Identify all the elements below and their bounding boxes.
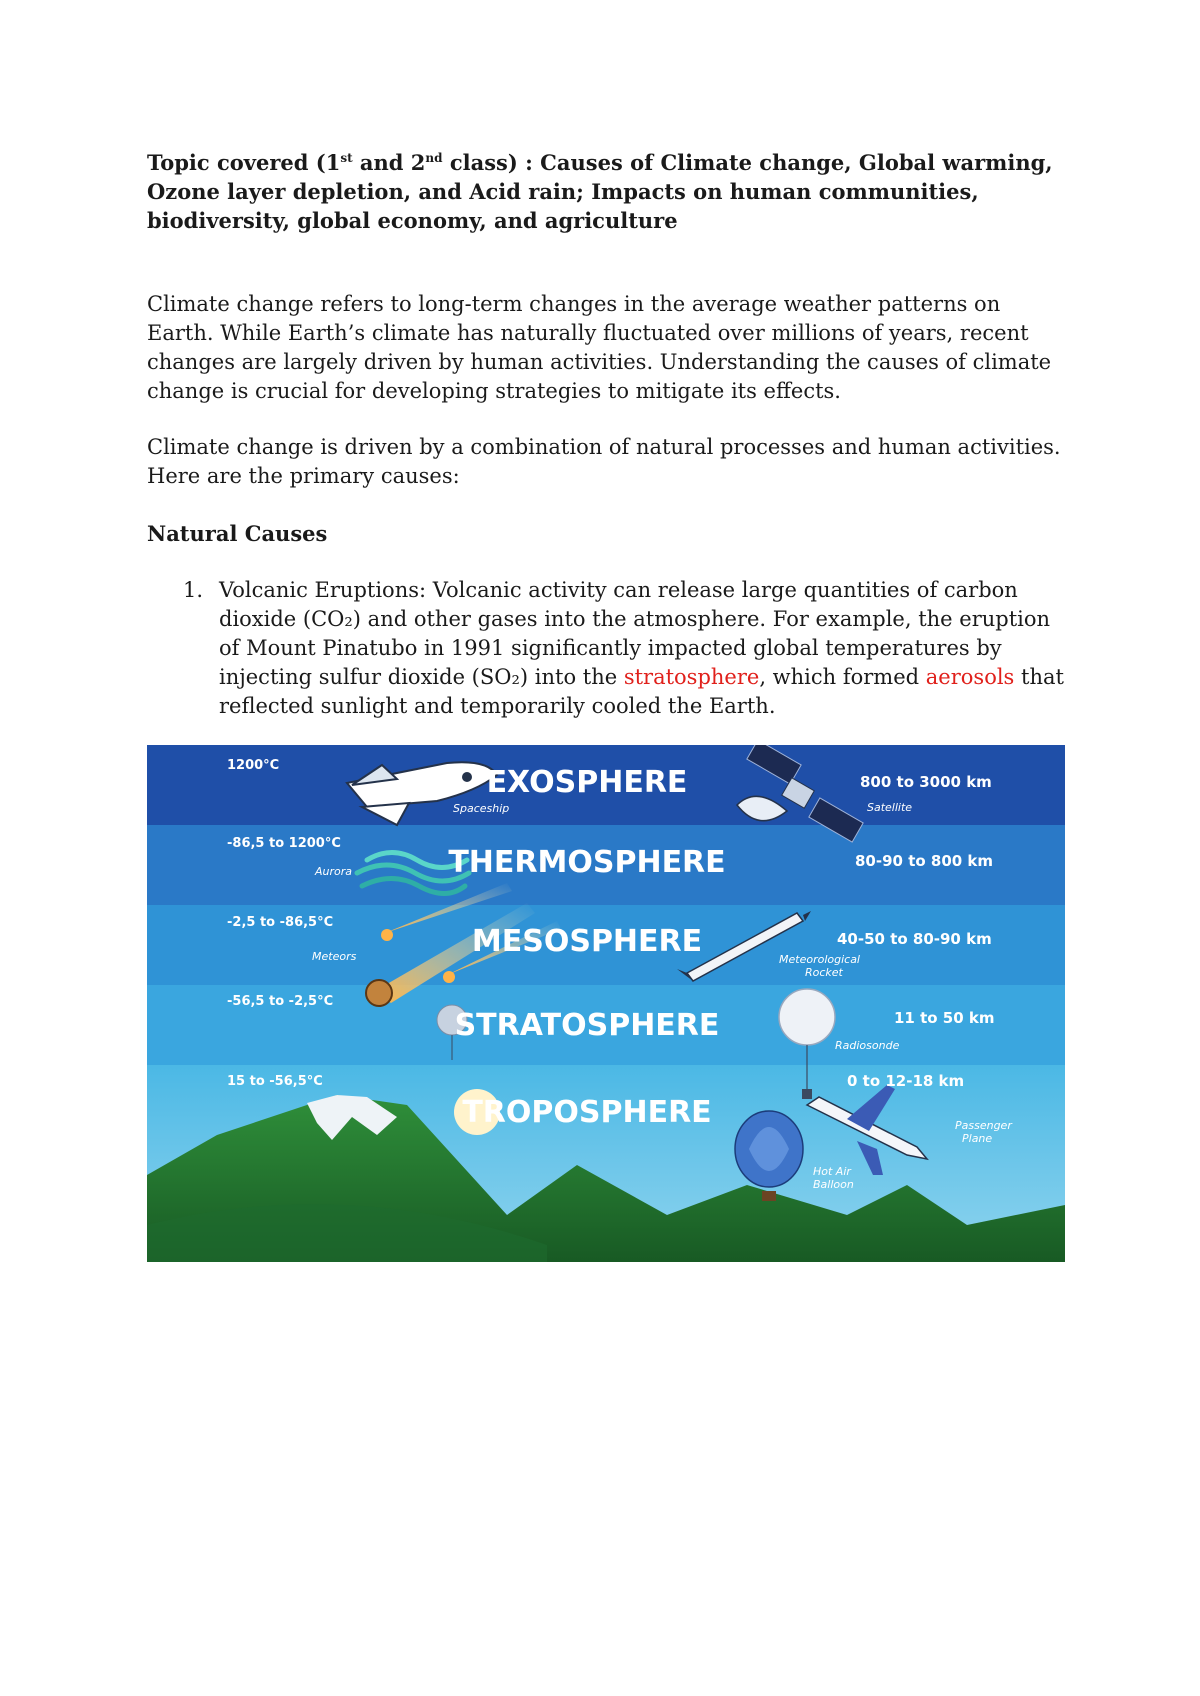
list-item-text-part: that reflected sunlight and temporarily cooled the Earth. — [219, 665, 1064, 718]
title-text-mid: and 2 — [352, 150, 426, 175]
list-item-number: 1. — [183, 578, 204, 602]
caption-rocket-line1: Meteorological — [779, 953, 860, 966]
altitude-stratosphere: 11 to 50 km — [894, 1009, 995, 1027]
atmosphere-illustration — [147, 745, 1065, 1262]
altitude-troposphere: 0 to 12-18 km — [847, 1072, 965, 1090]
altitude-thermosphere: 80-90 to 800 km — [855, 852, 994, 870]
layer-name-mesosphere: MESOSPHERE — [471, 924, 703, 959]
list-item-text-part: , which formed — [759, 665, 926, 689]
caption-balloon-line2: Balloon — [813, 1178, 854, 1191]
highlight-stratosphere: stratosphere — [623, 665, 760, 689]
caption-satellite: Satellite — [867, 801, 913, 814]
highlight-aerosols: aerosols — [925, 665, 1015, 689]
layer-name-exosphere: EXOSPHERE — [486, 765, 688, 800]
title-text-prefix: Topic covered (1 — [147, 150, 341, 175]
caption-meteors: Meteors — [312, 950, 357, 963]
altitude-exosphere: 800 to 3000 km — [860, 773, 992, 791]
intro-paragraph: Climate change refers to long-term changes in the average weather patterns on Earth. While Earth’s climate has naturally fluctuated over millions of years, recent changes are largely driven by human activities. Understanding the causes of climate change is crucial for developing strategies to mitigate its effects. — [147, 292, 1052, 403]
temperature-exosphere: 1200°C — [227, 758, 280, 773]
caption-aurora: Aurora — [315, 865, 353, 878]
list-item-text-part: Volcanic Eruptions: Volcanic activity can release large quantities of carbon dioxide (CO₂) and other gases into the atmosphere. For example, the eruption of Mount Pinatubo in 1991 significantly impacted global temperatures by injecting sulfur dioxide (SO₂) into the — [219, 578, 1051, 689]
caption-spaceship: Spaceship — [453, 802, 510, 815]
numbered-list — [147, 576, 1067, 721]
temperature-stratosphere: -56,5 to -2,5°C — [227, 994, 334, 1009]
layer-name-thermosphere: THERMOSPHERE — [448, 845, 726, 880]
caption-radiosonde: Radiosonde — [835, 1039, 900, 1052]
caption-rocket-line2: Rocket — [805, 966, 843, 979]
caption-plane-line2: Plane — [962, 1132, 993, 1145]
layer-name-stratosphere: STRATOSPHERE — [454, 1008, 720, 1043]
caption-plane-line1: Passenger — [955, 1119, 1012, 1132]
temperature-troposphere: 15 to -56,5°C — [227, 1074, 323, 1089]
list-item — [147, 576, 1067, 721]
layer-name-troposphere: TROPOSPHERE — [462, 1095, 712, 1130]
section-heading-natural-causes: Natural Causes — [147, 521, 328, 546]
title-text-suffix: class) : Causes of Climate change, Global warming, Ozone layer depletion, and Acid rain; Impacts on human communities, biodiversity, global economy, and agriculture — [147, 150, 1053, 233]
title-superscript-second: nd — [425, 151, 443, 165]
temperature-thermosphere: -86,5 to 1200°C — [227, 836, 341, 851]
temperature-mesosphere: -2,5 to -86,5°C — [227, 915, 334, 930]
list-item-text — [219, 578, 1064, 718]
caption-balloon-line1: Hot Air — [813, 1165, 851, 1178]
document-title — [147, 148, 1067, 235]
title-superscript-first: st — [340, 151, 353, 165]
atmosphere-layers-figure — [147, 745, 1065, 1262]
causes-paragraph: Climate change is driven by a combination of natural processes and human activities. Here are the primary causes: — [147, 435, 1061, 488]
altitude-mesosphere: 40-50 to 80-90 km — [837, 930, 992, 948]
